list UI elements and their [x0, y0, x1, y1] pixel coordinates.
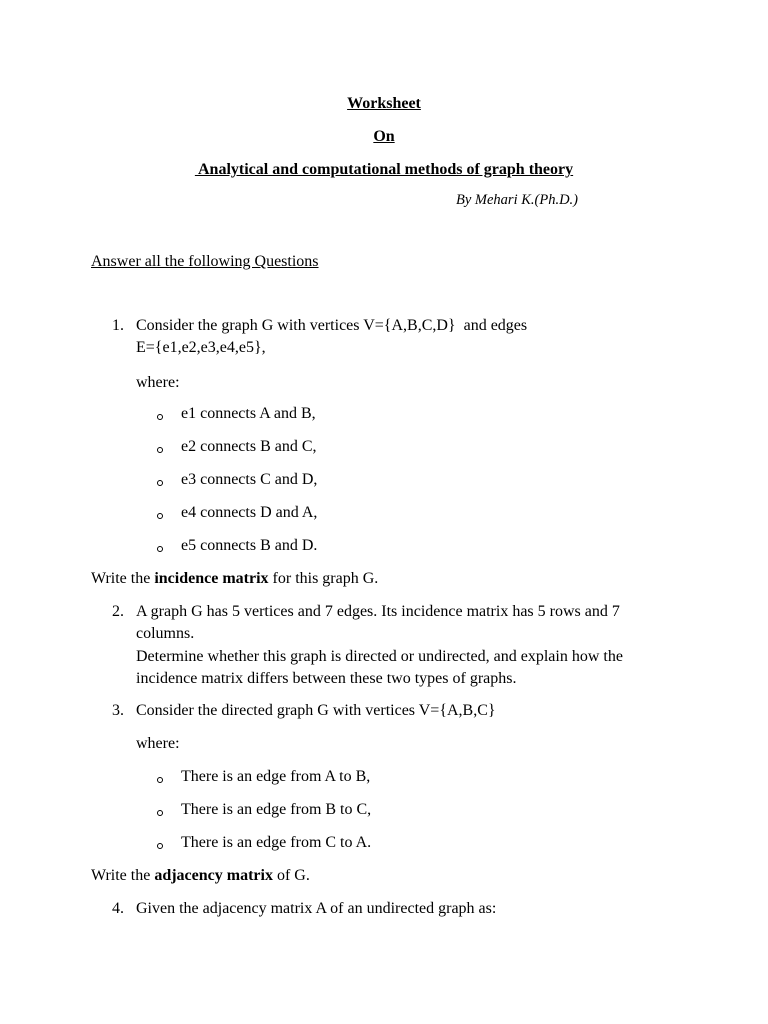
q1-number: 1. — [112, 317, 124, 334]
author-credit: By Mehari K.(Ph.D.) — [456, 192, 579, 208]
q3-task — [91, 866, 310, 886]
bullet-circle-icon — [157, 546, 163, 552]
bullet-circle-icon — [157, 447, 163, 453]
bullet-circle-icon — [157, 480, 163, 486]
q2-number: 2. — [112, 603, 124, 620]
q3-task-post: of G. — [272, 867, 310, 884]
q3-task-pre: Write the — [91, 867, 155, 884]
q1-bullet-2: e2 connects B and C, — [181, 438, 317, 455]
q3-bullet-1: There is an edge from A to B, — [181, 768, 371, 785]
bullet-circle-icon — [157, 513, 163, 519]
q1-task-post: for this graph G. — [268, 570, 379, 587]
q2-line4: incidence matrix differs between these two types of graphs. — [136, 670, 517, 687]
q2-line1: A graph G has 5 vertices and 7 edges. Its incidence matrix has 5 rows and 7 — [136, 603, 620, 620]
q3-line1: Consider the directed graph G with vertices V={A,B,C} — [136, 702, 496, 719]
bullet-circle-icon — [157, 777, 163, 783]
q2-line2: columns. — [136, 625, 195, 642]
q3-bullet-2: There is an edge from B to C, — [181, 801, 372, 818]
instruction-heading: Answer all the following Questions — [91, 253, 319, 270]
q3-number: 3. — [112, 702, 124, 719]
q1-task-pre: Write the — [91, 570, 155, 587]
bullet-circle-icon — [157, 843, 163, 849]
q4-line1: Given the adjacency matrix A of an undirected graph as: — [136, 900, 497, 917]
worksheet-title: Worksheet — [347, 95, 421, 112]
q3-bullet-3: There is an edge from C to A. — [181, 834, 372, 851]
bullet-circle-icon — [157, 810, 163, 816]
q2-line3: Determine whether this graph is directed or undirected, and explain how the — [136, 648, 623, 665]
q3-where: where: — [136, 735, 180, 752]
q1-where: where: — [136, 374, 180, 391]
worksheet-subject: Analytical and computational methods of graph theory — [194, 161, 574, 178]
q1-bullet-1: e1 connects A and B, — [181, 405, 316, 422]
bullet-circle-icon — [157, 414, 163, 420]
q3-task-keyword: adjacency matrix — [154, 867, 273, 884]
q1-bullet-5: e5 connects B and D. — [181, 537, 318, 554]
q1-task — [91, 569, 378, 589]
q1-line2: E={e1,e2,e3,e4,e5}, — [136, 339, 266, 356]
q1-bullet-3: e3 connects C and D, — [181, 471, 318, 488]
q1-bullet-4: e4 connects D and A, — [181, 504, 318, 521]
q1-task-keyword: incidence matrix — [154, 570, 269, 587]
q4-number: 4. — [112, 900, 124, 917]
title-on: On — [373, 128, 395, 145]
q1-line1: Consider the graph G with vertices V={A,B,C,D} and edges — [136, 317, 528, 334]
